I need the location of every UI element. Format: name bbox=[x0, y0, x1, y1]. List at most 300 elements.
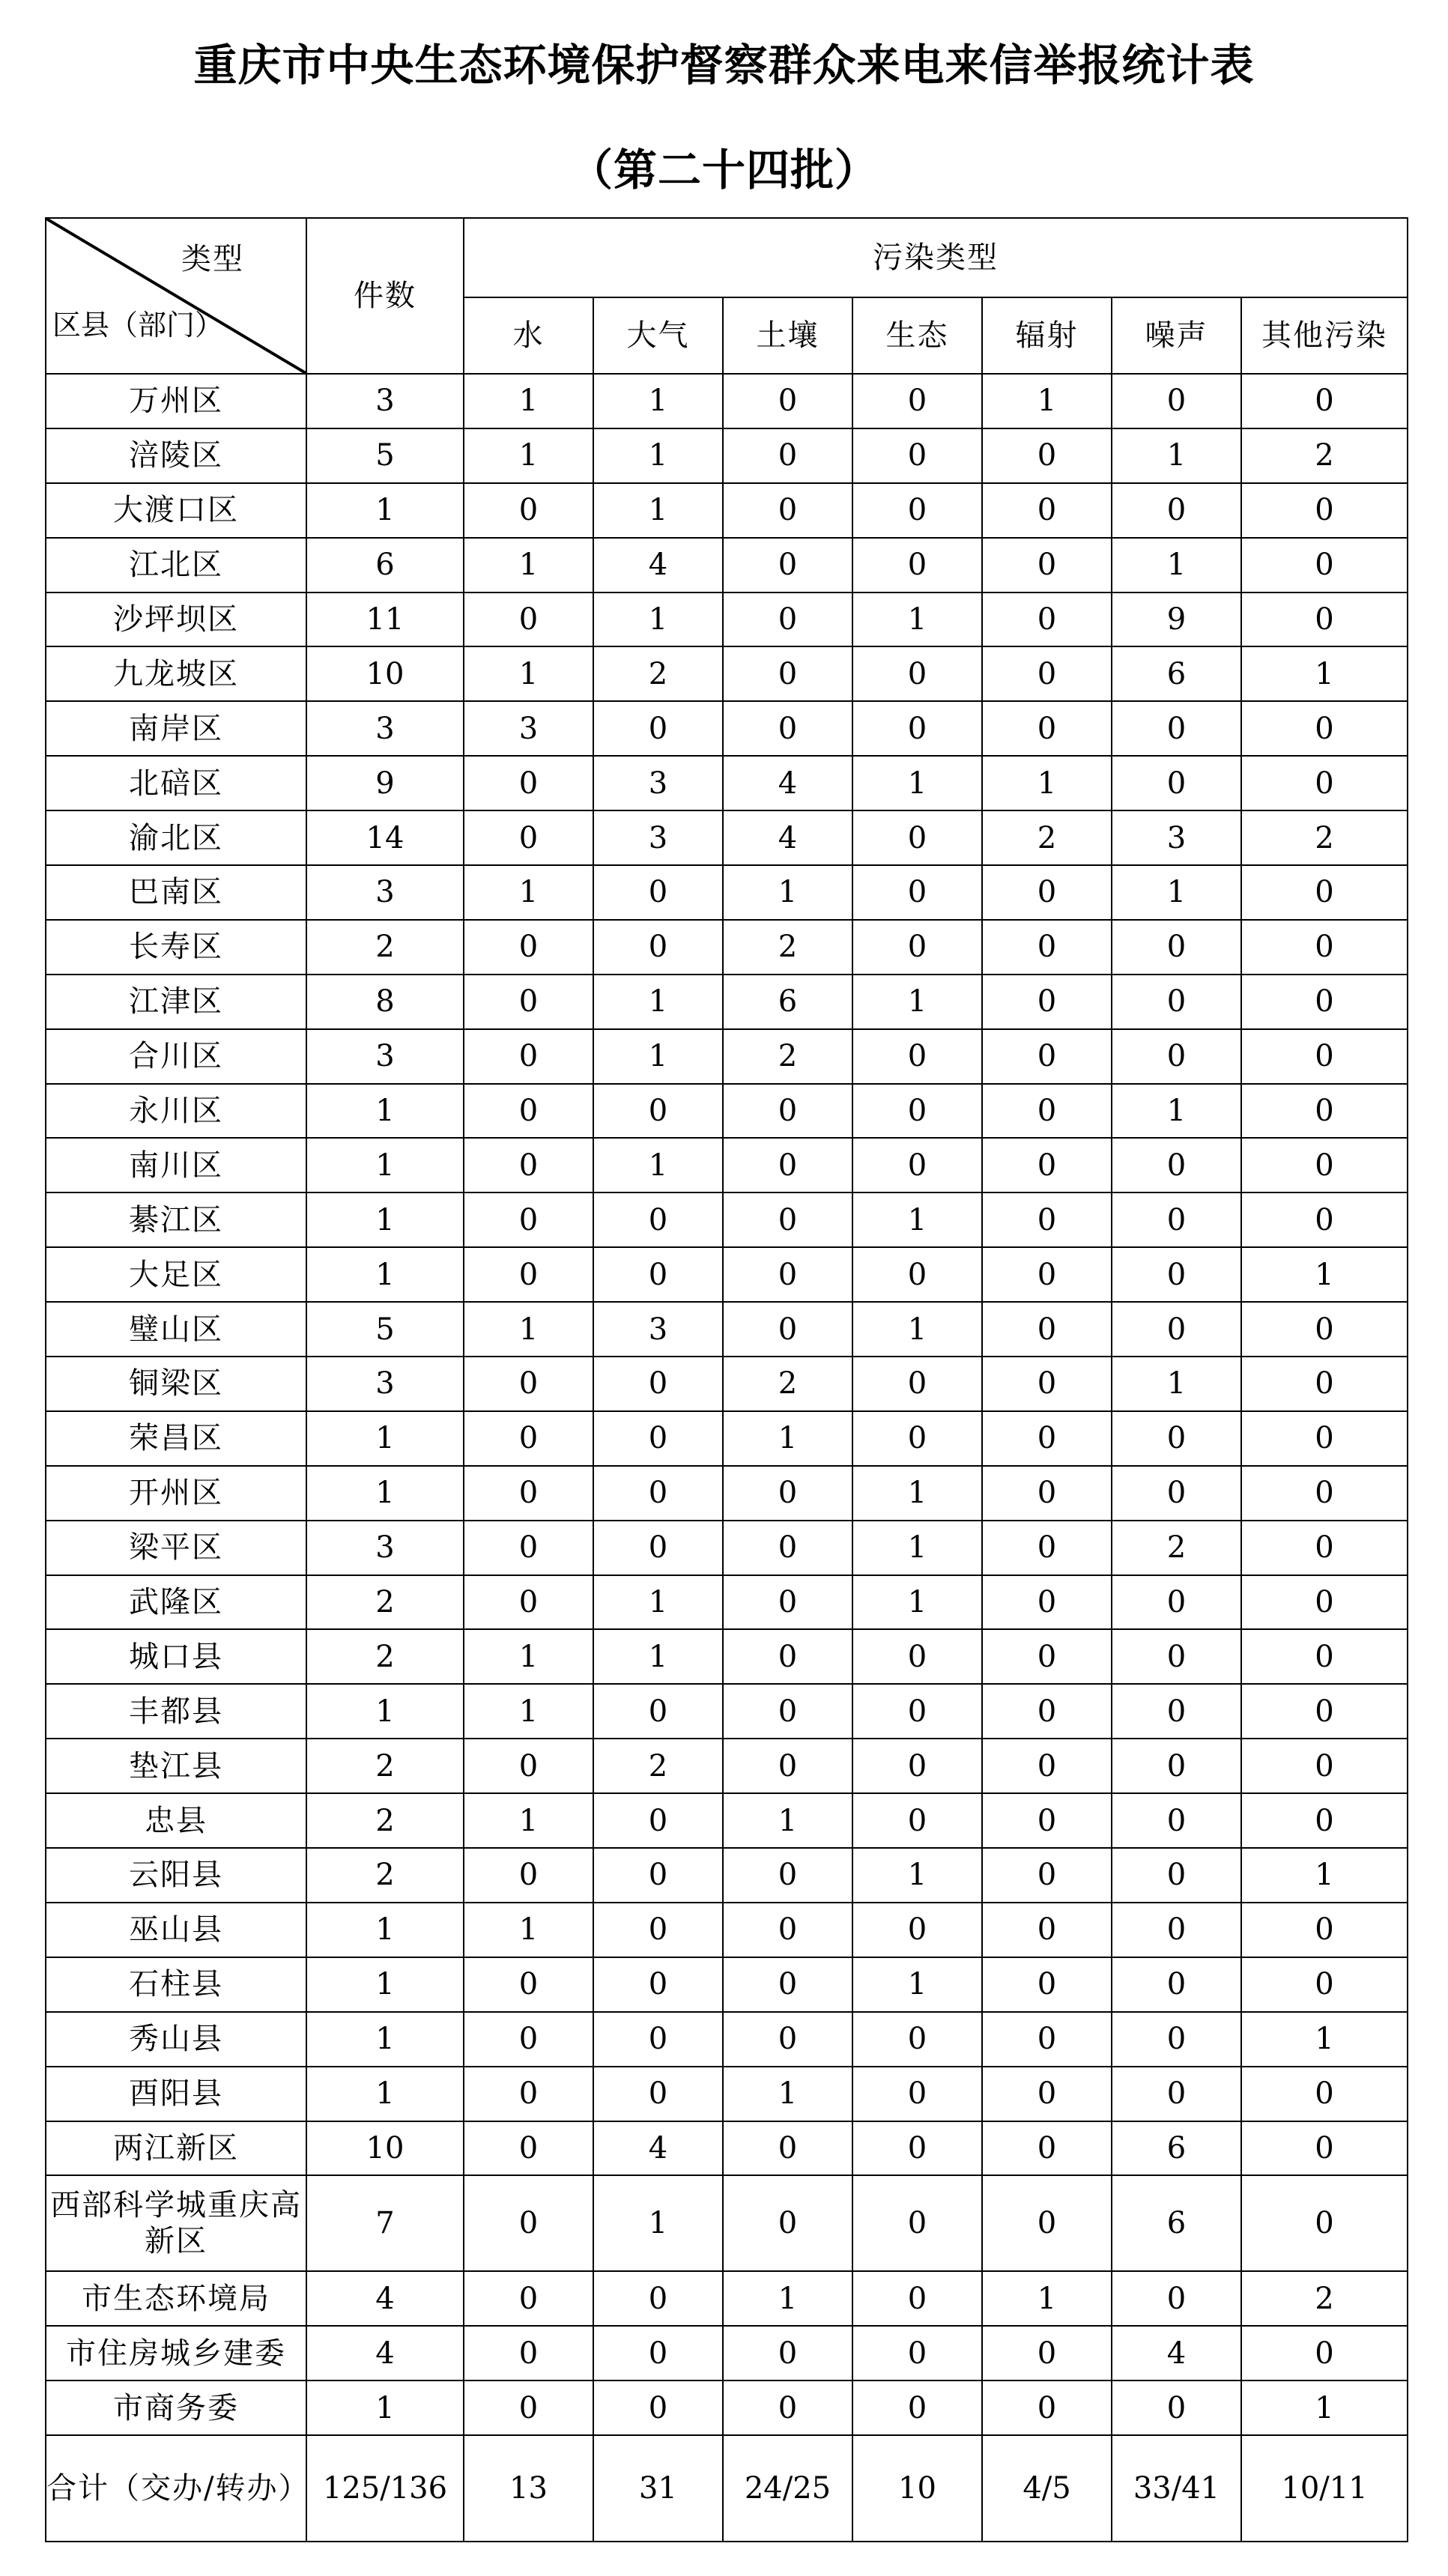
pollution-value-cell: 0 bbox=[1241, 538, 1408, 593]
pollution-value-cell: 33/41 bbox=[1112, 2435, 1241, 2542]
pollution-value-cell: 1 bbox=[1241, 1848, 1408, 1903]
corner-header-cell bbox=[46, 218, 306, 374]
pollution-value-cell: 0 bbox=[982, 538, 1112, 593]
pollution-value-cell: 0 bbox=[723, 483, 852, 538]
pollution-value-cell: 0 bbox=[464, 1411, 593, 1466]
pollution-value-cell: 1 bbox=[1112, 865, 1241, 920]
count-cell: 1 bbox=[306, 1192, 464, 1247]
pollution-value-cell: 6 bbox=[1112, 2175, 1241, 2271]
pollution-value-cell: 0 bbox=[982, 1521, 1112, 1575]
pollution-value-cell: 0 bbox=[1241, 1138, 1408, 1192]
pollution-value-cell: 0 bbox=[593, 1084, 723, 1139]
table-row bbox=[46, 1084, 1408, 1139]
pollution-value-cell: 2 bbox=[723, 1029, 852, 1084]
statistics-table bbox=[45, 217, 1408, 2542]
table-row bbox=[46, 1247, 1408, 1302]
pollution-value-cell: 0 bbox=[1241, 1793, 1408, 1848]
table-row bbox=[46, 646, 1408, 701]
pollution-value-cell: 0 bbox=[1112, 1684, 1241, 1739]
district-name-cell: 两江新区 bbox=[46, 2121, 306, 2176]
pollution-value-cell: 0 bbox=[852, 1138, 982, 1192]
pollution-value-cell: 0 bbox=[982, 593, 1112, 647]
pollution-type-header-cell: 噪声 bbox=[1112, 297, 1241, 374]
table-row bbox=[46, 1957, 1408, 2012]
pollution-value-cell: 0 bbox=[982, 1684, 1112, 1739]
pollution-value-cell: 0 bbox=[723, 2012, 852, 2067]
pollution-value-cell: 0 bbox=[1241, 1084, 1408, 1139]
pollution-value-cell: 0 bbox=[723, 1138, 852, 1192]
district-name-cell: 酉阳县 bbox=[46, 2067, 306, 2121]
district-name-cell: 南岸区 bbox=[46, 701, 306, 756]
pollution-value-cell: 0 bbox=[982, 1466, 1112, 1521]
table-row bbox=[46, 1684, 1408, 1739]
count-cell: 2 bbox=[306, 920, 464, 975]
pollution-value-cell: 0 bbox=[593, 1411, 723, 1466]
table-row bbox=[46, 428, 1408, 483]
pollution-value-cell: 0 bbox=[1112, 1411, 1241, 1466]
pollution-value-cell: 0 bbox=[1112, 920, 1241, 975]
pollution-value-cell: 0 bbox=[852, 2175, 982, 2271]
district-name-cell: 丰都县 bbox=[46, 1684, 306, 1739]
pollution-value-cell: 0 bbox=[852, 1629, 982, 1684]
pollution-value-cell: 0 bbox=[852, 2380, 982, 2435]
pollution-value-cell: 0 bbox=[1112, 1957, 1241, 2012]
table-row bbox=[46, 810, 1408, 865]
pollution-value-cell: 6 bbox=[723, 975, 852, 1029]
pollution-value-cell: 0 bbox=[1241, 483, 1408, 538]
district-name-cell: 开州区 bbox=[46, 1466, 306, 1521]
pollution-value-cell: 1 bbox=[593, 1029, 723, 1084]
pollution-value-cell: 0 bbox=[464, 1521, 593, 1575]
pollution-value-cell: 0 bbox=[1241, 2326, 1408, 2380]
pollution-value-cell: 0 bbox=[593, 2012, 723, 2067]
pollution-value-cell: 0 bbox=[982, 1084, 1112, 1139]
pollution-value-cell: 0 bbox=[982, 2326, 1112, 2380]
district-name-cell: 秀山县 bbox=[46, 2012, 306, 2067]
pollution-value-cell: 0 bbox=[1241, 975, 1408, 1029]
pollution-value-cell: 0 bbox=[982, 646, 1112, 701]
pollution-value-cell: 3 bbox=[1112, 810, 1241, 865]
table-row bbox=[46, 2380, 1408, 2435]
pollution-value-cell: 1 bbox=[593, 374, 723, 428]
pollution-value-cell: 1 bbox=[1241, 2012, 1408, 2067]
pollution-value-cell: 6 bbox=[1112, 646, 1241, 701]
count-cell: 1 bbox=[306, 1684, 464, 1739]
table-row bbox=[46, 1848, 1408, 1903]
pollution-value-cell: 0 bbox=[982, 1848, 1112, 1903]
count-cell: 4 bbox=[306, 2271, 464, 2326]
table-row bbox=[46, 2067, 1408, 2121]
pollution-value-cell: 0 bbox=[723, 1302, 852, 1357]
district-name-cell: 大足区 bbox=[46, 1247, 306, 1302]
pollution-value-cell: 31 bbox=[593, 2435, 723, 2542]
pollution-value-cell: 0 bbox=[593, 1903, 723, 1957]
pollution-value-cell: 0 bbox=[1112, 2380, 1241, 2435]
pollution-value-cell: 0 bbox=[464, 2121, 593, 2176]
pollution-value-cell: 0 bbox=[723, 2380, 852, 2435]
pollution-value-cell: 1 bbox=[723, 1793, 852, 1848]
table-row bbox=[46, 920, 1408, 975]
pollution-value-cell: 0 bbox=[1112, 1793, 1241, 1848]
pollution-value-cell: 0 bbox=[852, 1029, 982, 1084]
count-cell: 5 bbox=[306, 428, 464, 483]
pollution-value-cell: 0 bbox=[982, 1793, 1112, 1848]
pollution-value-cell: 1 bbox=[464, 1302, 593, 1357]
district-name-cell: 九龙坡区 bbox=[46, 646, 306, 701]
count-cell: 2 bbox=[306, 1739, 464, 1793]
pollution-value-cell: 1 bbox=[852, 593, 982, 647]
district-name-cell: 长寿区 bbox=[46, 920, 306, 975]
pollution-value-cell: 1 bbox=[464, 374, 593, 428]
pollution-value-cell: 0 bbox=[1112, 1903, 1241, 1957]
pollution-value-cell: 0 bbox=[982, 1247, 1112, 1302]
pollution-value-cell: 1 bbox=[852, 975, 982, 1029]
pollution-value-cell: 0 bbox=[852, 483, 982, 538]
pollution-value-cell: 1 bbox=[852, 1957, 982, 2012]
count-cell: 3 bbox=[306, 701, 464, 756]
pollution-value-cell: 1 bbox=[1112, 538, 1241, 593]
pollution-value-cell: 0 bbox=[723, 1848, 852, 1903]
pollution-value-cell: 1 bbox=[852, 1521, 982, 1575]
pollution-value-cell: 0 bbox=[464, 1466, 593, 1521]
pollution-type-header-cell: 其他污染 bbox=[1241, 297, 1408, 374]
pollution-value-cell: 0 bbox=[852, 1793, 982, 1848]
pollution-type-header-cell: 生态 bbox=[852, 297, 982, 374]
district-name-cell: 铜梁区 bbox=[46, 1357, 306, 1411]
pollution-value-cell: 0 bbox=[464, 975, 593, 1029]
table-row bbox=[46, 1411, 1408, 1466]
pollution-value-cell: 0 bbox=[852, 1357, 982, 1411]
pollution-value-cell: 0 bbox=[1241, 1192, 1408, 1247]
table-row bbox=[46, 538, 1408, 593]
pollution-value-cell: 0 bbox=[982, 2121, 1112, 2176]
count-cell: 1 bbox=[306, 1411, 464, 1466]
pollution-value-cell: 1 bbox=[852, 1192, 982, 1247]
district-name-cell: 荣昌区 bbox=[46, 1411, 306, 1466]
pollution-value-cell: 2 bbox=[723, 920, 852, 975]
pollution-value-cell: 0 bbox=[464, 593, 593, 647]
pollution-value-cell: 0 bbox=[982, 483, 1112, 538]
pollution-value-cell: 1 bbox=[723, 865, 852, 920]
pollution-value-cell: 1 bbox=[852, 756, 982, 810]
pollution-value-cell: 0 bbox=[593, 1848, 723, 1903]
table-row bbox=[46, 593, 1408, 647]
pollution-value-cell: 0 bbox=[982, 1138, 1112, 1192]
pollution-value-cell: 0 bbox=[464, 2326, 593, 2380]
pollution-value-cell: 0 bbox=[464, 2175, 593, 2271]
pollution-value-cell: 0 bbox=[723, 2326, 852, 2380]
pollution-value-cell: 0 bbox=[1112, 2271, 1241, 2326]
pollution-value-cell: 4 bbox=[723, 810, 852, 865]
pollution-value-cell: 0 bbox=[723, 538, 852, 593]
district-name-cell: 合计（交办/转办） bbox=[46, 2435, 306, 2542]
pollution-value-cell: 2 bbox=[593, 646, 723, 701]
pollution-value-cell: 0 bbox=[1241, 1411, 1408, 1466]
count-cell: 10 bbox=[306, 646, 464, 701]
district-name-cell: 万州区 bbox=[46, 374, 306, 428]
count-cell: 3 bbox=[306, 865, 464, 920]
count-cell: 3 bbox=[306, 1521, 464, 1575]
pollution-value-cell: 0 bbox=[1241, 920, 1408, 975]
pollution-value-cell: 0 bbox=[1241, 756, 1408, 810]
pollution-value-cell: 0 bbox=[464, 2067, 593, 2121]
pollution-value-cell: 0 bbox=[1241, 1302, 1408, 1357]
pollution-value-cell: 0 bbox=[1112, 1192, 1241, 1247]
pollution-value-cell: 0 bbox=[852, 1247, 982, 1302]
pollution-value-cell: 0 bbox=[464, 756, 593, 810]
pollution-value-cell: 1 bbox=[593, 483, 723, 538]
district-name-cell: 武隆区 bbox=[46, 1575, 306, 1630]
pollution-value-cell: 1 bbox=[723, 2271, 852, 2326]
count-header: 件数 bbox=[306, 218, 464, 374]
pollution-value-cell: 0 bbox=[593, 2326, 723, 2380]
pollution-value-cell: 1 bbox=[852, 1575, 982, 1630]
district-name-cell: 市生态环境局 bbox=[46, 2271, 306, 2326]
pollution-value-cell: 0 bbox=[982, 2380, 1112, 2435]
pollution-value-cell: 0 bbox=[464, 920, 593, 975]
table-row bbox=[46, 1357, 1408, 1411]
pollution-value-cell: 1 bbox=[593, 1138, 723, 1192]
pollution-value-cell: 2 bbox=[723, 1357, 852, 1411]
pollution-value-cell: 0 bbox=[723, 1957, 852, 2012]
diagonal-divider bbox=[46, 219, 306, 373]
table-row bbox=[46, 1192, 1408, 1247]
pollution-value-cell: 0 bbox=[593, 1684, 723, 1739]
pollution-value-cell: 0 bbox=[593, 1192, 723, 1247]
pollution-value-cell: 1 bbox=[464, 1793, 593, 1848]
pollution-value-cell: 1 bbox=[982, 756, 1112, 810]
table-row bbox=[46, 1793, 1408, 1848]
pollution-value-cell: 0 bbox=[982, 1957, 1112, 2012]
pollution-value-cell: 2 bbox=[1241, 428, 1408, 483]
pollution-value-cell: 0 bbox=[723, 428, 852, 483]
table-row bbox=[46, 701, 1408, 756]
pollution-value-cell: 0 bbox=[464, 2012, 593, 2067]
count-cell: 3 bbox=[306, 374, 464, 428]
pollution-value-cell: 0 bbox=[723, 1684, 852, 1739]
pollution-value-cell: 1 bbox=[723, 1411, 852, 1466]
pollution-value-cell: 1 bbox=[593, 2175, 723, 2271]
pollution-value-cell: 0 bbox=[723, 2121, 852, 2176]
district-name-cell: 西部科学城重庆高新区 bbox=[46, 2175, 306, 2271]
district-name-cell: 石柱县 bbox=[46, 1957, 306, 2012]
table-row bbox=[46, 483, 1408, 538]
district-name-cell: 江津区 bbox=[46, 975, 306, 1029]
table-row bbox=[46, 1903, 1408, 1957]
document-title: 重庆市中央生态环境保护督察群众来电来信举报统计表 bbox=[193, 40, 1255, 91]
pollution-value-cell: 0 bbox=[982, 1029, 1112, 1084]
district-name-cell: 璧山区 bbox=[46, 1302, 306, 1357]
pollution-value-cell: 0 bbox=[982, 865, 1112, 920]
pollution-value-cell: 0 bbox=[982, 1411, 1112, 1466]
pollution-value-cell: 1 bbox=[464, 1629, 593, 1684]
pollution-value-cell: 0 bbox=[723, 1629, 852, 1684]
pollution-value-cell: 0 bbox=[852, 538, 982, 593]
pollution-value-cell: 2 bbox=[1241, 810, 1408, 865]
pollution-value-cell: 2 bbox=[982, 810, 1112, 865]
pollution-value-cell: 0 bbox=[723, 701, 852, 756]
pollution-value-cell: 1 bbox=[1112, 428, 1241, 483]
pollution-value-cell: 0 bbox=[464, 2380, 593, 2435]
table-row bbox=[46, 1466, 1408, 1521]
pollution-value-cell: 0 bbox=[723, 1575, 852, 1630]
pollution-value-cell: 0 bbox=[982, 1575, 1112, 1630]
district-name-cell: 大渡口区 bbox=[46, 483, 306, 538]
pollution-value-cell: 0 bbox=[852, 920, 982, 975]
pollution-value-cell: 0 bbox=[1112, 1466, 1241, 1521]
pollution-value-cell: 3 bbox=[464, 701, 593, 756]
table-row bbox=[46, 2175, 1408, 2271]
pollution-value-cell: 0 bbox=[852, 1903, 982, 1957]
pollution-value-cell: 3 bbox=[593, 810, 723, 865]
table-row bbox=[46, 1302, 1408, 1357]
pollution-value-cell: 1 bbox=[593, 975, 723, 1029]
pollution-value-cell: 0 bbox=[464, 1138, 593, 1192]
pollution-value-cell: 0 bbox=[1112, 374, 1241, 428]
pollution-value-cell: 0 bbox=[852, 865, 982, 920]
pollution-value-cell: 0 bbox=[852, 1411, 982, 1466]
pollution-value-cell: 6 bbox=[1112, 2121, 1241, 2176]
pollution-value-cell: 0 bbox=[464, 1957, 593, 2012]
pollution-value-cell: 0 bbox=[982, 1903, 1112, 1957]
count-cell: 10 bbox=[306, 2121, 464, 2176]
district-name-cell: 綦江区 bbox=[46, 1192, 306, 1247]
pollution-value-cell: 0 bbox=[852, 1739, 982, 1793]
pollution-value-cell: 1 bbox=[723, 2067, 852, 2121]
pollution-value-cell: 0 bbox=[723, 1521, 852, 1575]
pollution-value-cell: 4 bbox=[1112, 2326, 1241, 2380]
district-name-cell: 江北区 bbox=[46, 538, 306, 593]
pollution-value-cell: 0 bbox=[1241, 1029, 1408, 1084]
pollution-value-cell: 0 bbox=[1241, 1739, 1408, 1793]
pollution-value-cell: 0 bbox=[982, 428, 1112, 483]
count-cell: 3 bbox=[306, 1357, 464, 1411]
pollution-value-cell: 0 bbox=[852, 1084, 982, 1139]
pollution-value-cell: 0 bbox=[593, 2271, 723, 2326]
count-cell: 1 bbox=[306, 1084, 464, 1139]
pollution-value-cell: 0 bbox=[852, 2326, 982, 2380]
pollution-value-cell: 0 bbox=[464, 1029, 593, 1084]
pollution-value-cell: 1 bbox=[852, 1466, 982, 1521]
pollution-value-cell: 0 bbox=[593, 701, 723, 756]
pollution-value-cell: 0 bbox=[1112, 483, 1241, 538]
pollution-value-cell: 0 bbox=[982, 701, 1112, 756]
pollution-value-cell: 0 bbox=[593, 2067, 723, 2121]
pollution-value-cell: 13 bbox=[464, 2435, 593, 2542]
pollution-value-cell: 0 bbox=[852, 2012, 982, 2067]
table-row bbox=[46, 756, 1408, 810]
count-cell: 3 bbox=[306, 1029, 464, 1084]
pollution-value-cell: 0 bbox=[464, 1848, 593, 1903]
district-name-cell: 巴南区 bbox=[46, 865, 306, 920]
pollution-value-cell: 4 bbox=[593, 538, 723, 593]
district-name-cell: 巫山县 bbox=[46, 1903, 306, 1957]
pollution-value-cell: 0 bbox=[852, 2067, 982, 2121]
pollution-value-cell: 1 bbox=[464, 538, 593, 593]
district-dept-label: 区县（部门） bbox=[52, 309, 224, 342]
count-cell: 9 bbox=[306, 756, 464, 810]
pollution-value-cell: 1 bbox=[1112, 1084, 1241, 1139]
pollution-value-cell: 0 bbox=[1241, 1903, 1408, 1957]
count-cell: 4 bbox=[306, 2326, 464, 2380]
pollution-value-cell: 0 bbox=[852, 701, 982, 756]
pollution-value-cell: 0 bbox=[723, 646, 852, 701]
pollution-value-cell: 1 bbox=[1241, 646, 1408, 701]
district-name-cell: 涪陵区 bbox=[46, 428, 306, 483]
pollution-value-cell: 0 bbox=[1241, 1521, 1408, 1575]
pollution-value-cell: 0 bbox=[593, 2380, 723, 2435]
count-cell: 2 bbox=[306, 1629, 464, 1684]
pollution-value-cell: 0 bbox=[1112, 1629, 1241, 1684]
pollution-value-cell: 0 bbox=[1112, 975, 1241, 1029]
type-label: 类型 bbox=[181, 242, 244, 276]
pollution-value-cell: 1 bbox=[1112, 1357, 1241, 1411]
district-name-cell: 南川区 bbox=[46, 1138, 306, 1192]
pollution-value-cell: 0 bbox=[852, 810, 982, 865]
pollution-value-cell: 0 bbox=[723, 1466, 852, 1521]
pollution-value-cell: 3 bbox=[593, 1302, 723, 1357]
pollution-value-cell: 0 bbox=[723, 2175, 852, 2271]
pollution-value-cell: 0 bbox=[982, 1192, 1112, 1247]
pollution-value-cell: 1 bbox=[464, 428, 593, 483]
pollution-value-cell: 0 bbox=[464, 1575, 593, 1630]
pollution-value-cell: 0 bbox=[1112, 1029, 1241, 1084]
total-row bbox=[46, 2435, 1408, 2542]
pollution-value-cell: 0 bbox=[1112, 1247, 1241, 1302]
pollution-value-cell: 1 bbox=[464, 646, 593, 701]
pollution-type-header-cell: 水 bbox=[464, 297, 593, 374]
table-row bbox=[46, 2326, 1408, 2380]
count-cell: 2 bbox=[306, 1848, 464, 1903]
pollution-value-cell: 0 bbox=[982, 920, 1112, 975]
count-cell: 6 bbox=[306, 538, 464, 593]
count-cell: 14 bbox=[306, 810, 464, 865]
count-cell: 1 bbox=[306, 1247, 464, 1302]
count-cell: 8 bbox=[306, 975, 464, 1029]
pollution-value-cell: 1 bbox=[593, 593, 723, 647]
pollution-value-cell: 0 bbox=[1241, 374, 1408, 428]
pollution-value-cell: 4 bbox=[593, 2121, 723, 2176]
pollution-type-header-cell: 大气 bbox=[593, 297, 723, 374]
pollution-value-cell: 0 bbox=[593, 1247, 723, 1302]
pollution-value-cell: 0 bbox=[982, 1629, 1112, 1684]
pollution-value-cell: 24/25 bbox=[723, 2435, 852, 2542]
pollution-value-cell: 2 bbox=[1241, 2271, 1408, 2326]
district-name-cell: 沙坪坝区 bbox=[46, 593, 306, 647]
count-cell: 1 bbox=[306, 1903, 464, 1957]
count-cell: 1 bbox=[306, 2380, 464, 2435]
pollution-value-cell: 1 bbox=[1241, 1247, 1408, 1302]
pollution-value-cell: 0 bbox=[852, 2121, 982, 2176]
pollution-value-cell: 0 bbox=[593, 1521, 723, 1575]
count-cell: 1 bbox=[306, 1957, 464, 2012]
pollution-value-cell: 1 bbox=[982, 374, 1112, 428]
pollution-value-cell: 0 bbox=[723, 374, 852, 428]
pollution-value-cell: 0 bbox=[723, 1084, 852, 1139]
table-row bbox=[46, 975, 1408, 1029]
district-name-cell: 忠县 bbox=[46, 1793, 306, 1848]
district-name-cell: 渝北区 bbox=[46, 810, 306, 865]
pollution-value-cell: 3 bbox=[593, 756, 723, 810]
pollution-value-cell: 0 bbox=[1112, 701, 1241, 756]
pollution-value-cell: 0 bbox=[593, 1357, 723, 1411]
count-cell: 2 bbox=[306, 1793, 464, 1848]
pollution-value-cell: 0 bbox=[1241, 1466, 1408, 1521]
pollution-value-cell: 1 bbox=[852, 1848, 982, 1903]
table-row bbox=[46, 374, 1408, 428]
pollution-value-cell: 0 bbox=[464, 1192, 593, 1247]
count-cell: 1 bbox=[306, 2067, 464, 2121]
